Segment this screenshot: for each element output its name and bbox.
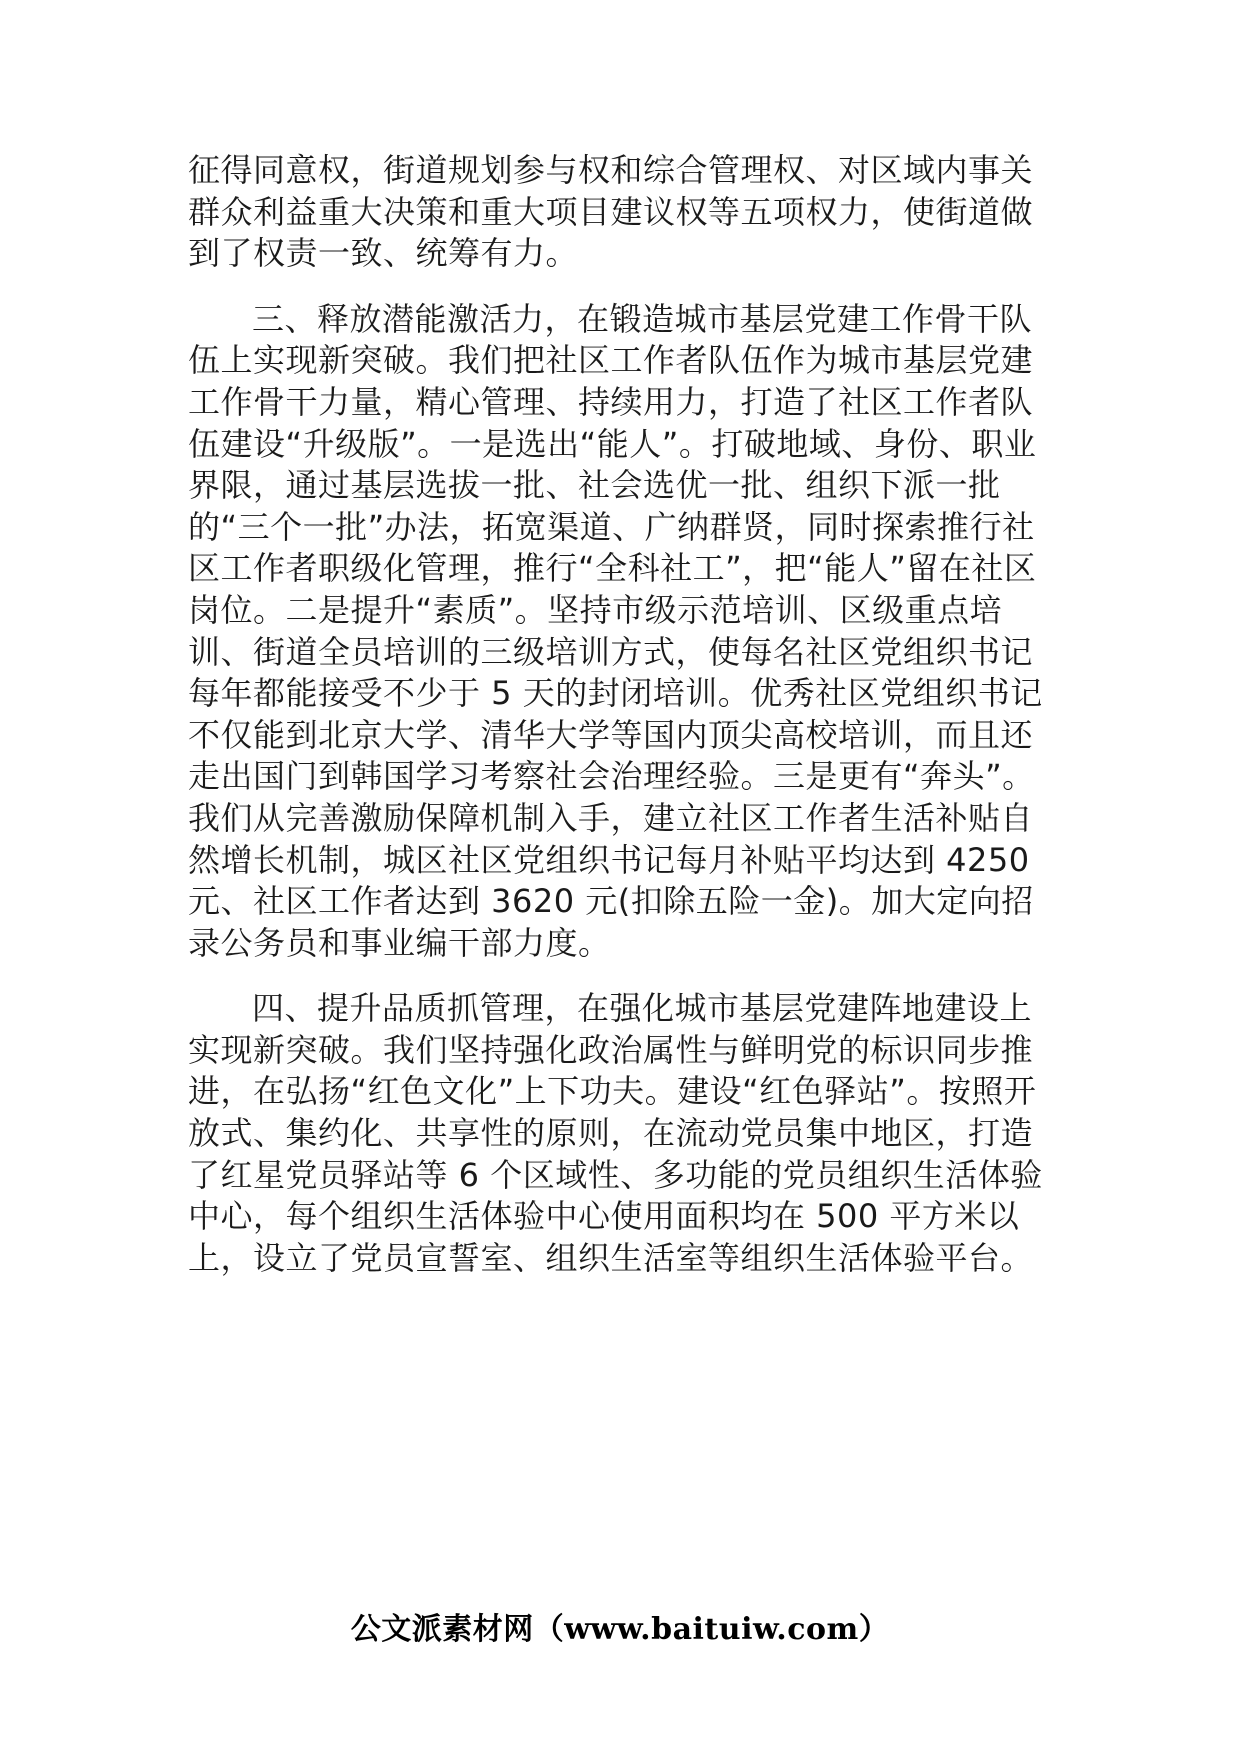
paragraph-continued: 征得同意权，街道规划参与权和综合管理权、对区域内事关群众利益重大决策和重大项目建议权等五项权力，使街道做到了权责一致、统筹有力。 [188, 151, 1034, 273]
paragraph-section-three: 三、释放潜能激活力，在锻造城市基层党建工作骨干队伍上实现新突破。我们把社区工作者队伍作为城市基层党建工作骨干力量，精心管理、持续用力，打造了社区工作者队伍建设“升级版”。一是选出“能人”。打破地域、身份、职业界限，通过基层选拔一批、社会选优一批、组织下派一批的“三个一批”办法，拓宽渠道、广纳群贤，同时探索推行社区工作者职级化管理，推行“全科社工”，把“能人”留在社区岗位。二是提升“素质”。坚持市级示范培训、区级重点培训、街道全员培训的三级培训方式，使每名社区党组织书记每年都能接受不少于 5 天的封闭培训。优秀社区党组织书记不仅能到北京大学、清华大学等国内顶尖高校培训，而且还走出国门到韩国学习考察社会治理经验。三是更有“奔头”。我们从完善激励保障机制入手，建立社区工作者生活补贴自然增长机制，城区社区党组织书记每月补贴平均达到 4250 元、社区工作者达到 3620 元(扣除五险一金)。加大定向招录公务员和事业编干部力度。 [188, 299, 1043, 962]
document-body [188, 150, 1058, 1303]
paragraph-section-four: 四、提升品质抓管理，在强化城市基层党建阵地建设上实现新突破。我们坚持强化政治属性与鲜明党的标识同步推进，在弘扬“红色文化”上下功夫。建设“红色驿站”。按照开放式、集约化、共享性的原则，在流动党员集中地区，打造了红星党员驿站等 6 个区域性、多功能的党员组织生活体验中心，每个组织生活体验中心使用面积均在 500 平方米以上，设立了党员宣誓室、组织生活室等组织生活体验平台。 [188, 989, 1043, 1277]
page-footer-watermark: 公文派素材网（www.baituiw.com） [350, 1612, 890, 1647]
